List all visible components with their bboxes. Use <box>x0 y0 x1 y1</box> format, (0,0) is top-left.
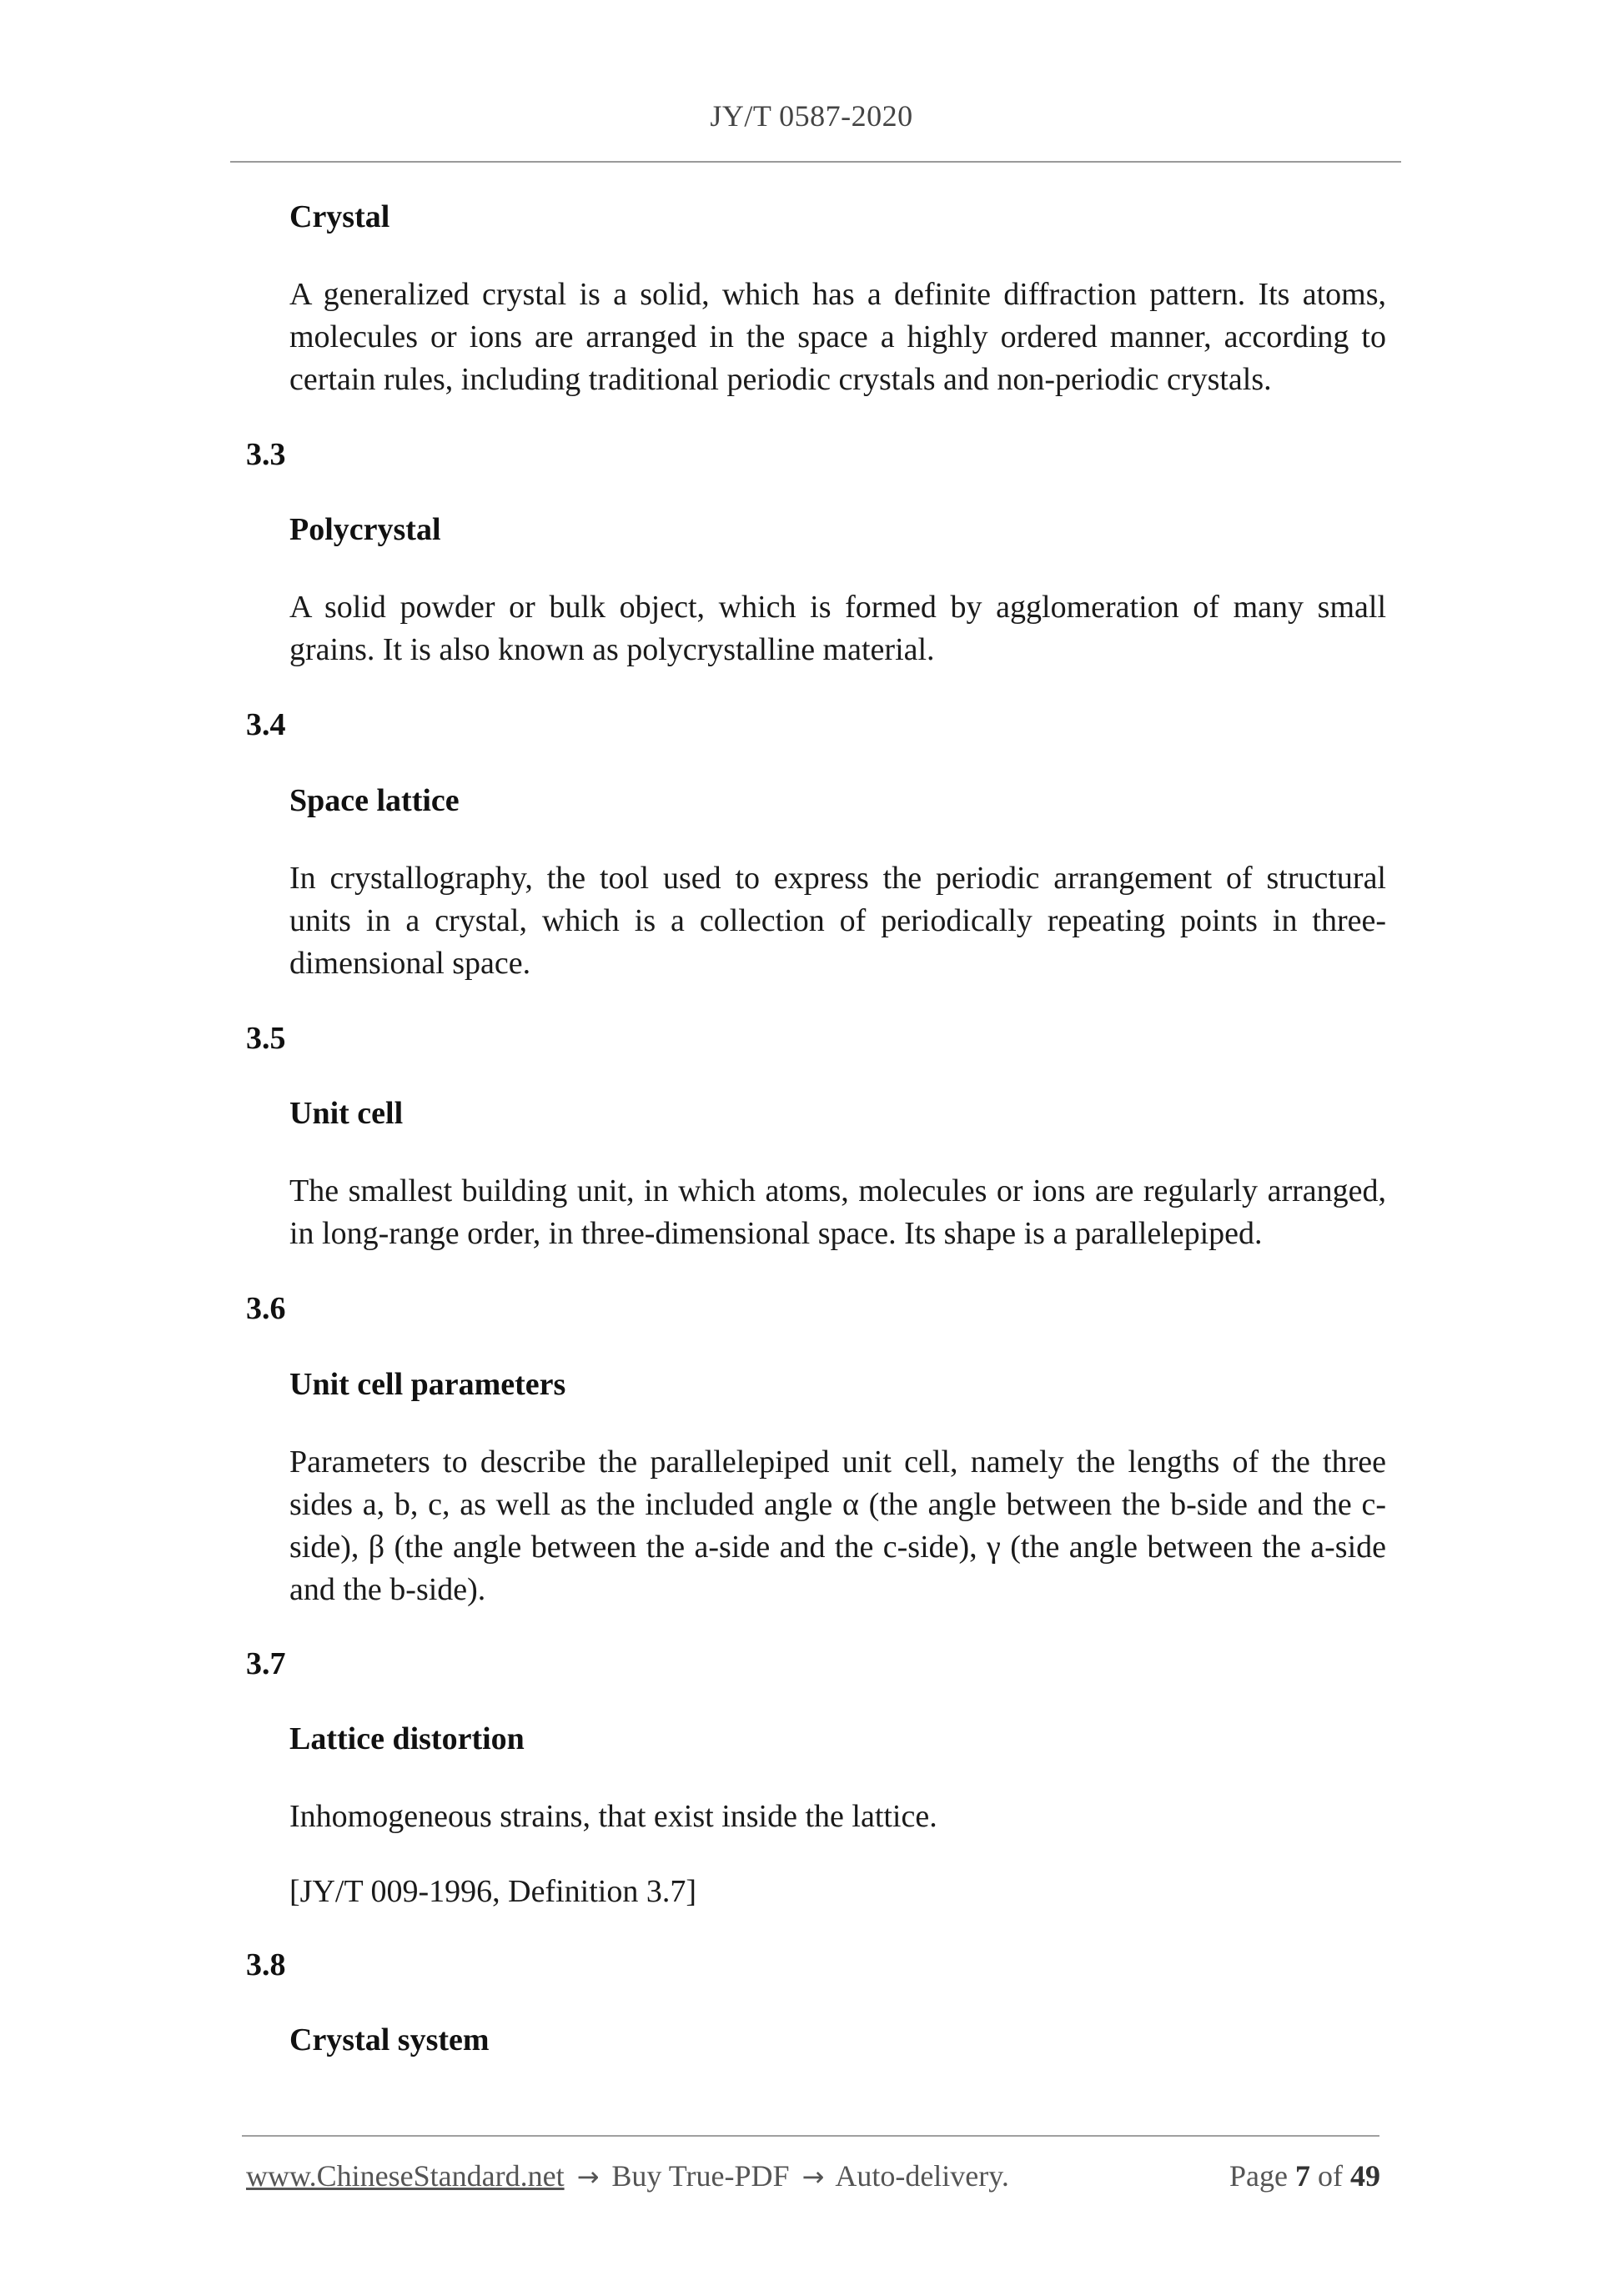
definition-paragraph: A solid powder or bulk object, which is formed by agglomeration of many small grains. It is also known as polycrystalline material. <box>289 590 1386 667</box>
clause-number: 3.3 <box>246 437 286 472</box>
term-title: Crystal <box>289 199 390 234</box>
source-reference: [JY/T 009-1996, Definition 3.7] <box>289 1874 696 1909</box>
auto-delivery-text: Auto-delivery. <box>835 2159 1009 2193</box>
term-title: Unit cell <box>289 1096 404 1131</box>
definition-paragraph: Parameters to describe the parallelepiped unit cell, namely the lengths of the three sides a, b, c, as well as the included angle α (the angle between the b-side and the c-side), β (the angle between the a-side and the c-side), γ (the angle between the a-side and the b-side). <box>289 1444 1386 1607</box>
footer-divider <box>242 2135 1379 2137</box>
page-label: Page <box>1229 2159 1288 2193</box>
definition-paragraph: Inhomogeneous strains, that exist inside the lattice. <box>289 1799 937 1834</box>
definition-paragraph: In crystallography, the tool used to express the periodic arrangement of structural units in a crystal, which is a collection of periodically repeating points in three-dimensional space. <box>289 861 1386 981</box>
arrow-right-icon: → <box>576 2161 600 2193</box>
buy-true-pdf-text: Buy True-PDF <box>611 2159 790 2193</box>
definition-paragraph: The smallest building unit, in which atoms, molecules or ions are regularly arranged, in long-range order, in three-dimensional space. Its shape is a parallelepiped. <box>289 1173 1386 1251</box>
clause-number: 3.5 <box>246 1021 286 1056</box>
current-page: 7 <box>1295 2159 1310 2193</box>
website-link[interactable]: www.ChineseStandard.net <box>246 2159 565 2193</box>
running-header: JY/T 0587-2020 <box>710 99 913 133</box>
term-title: Unit cell parameters <box>289 1367 566 1402</box>
arrow-right-icon: → <box>801 2161 825 2193</box>
clause-number: 3.8 <box>246 1947 286 1982</box>
page-number <box>1229 2158 1380 2193</box>
page-footer <box>246 2158 1380 2200</box>
footer-promo <box>246 2158 1009 2193</box>
header-divider <box>230 161 1401 163</box>
page-of-label: of <box>1318 2159 1343 2193</box>
term-title: Lattice distortion <box>289 1721 525 1756</box>
definition-paragraph: A generalized crystal is a solid, which has a definite diffraction pattern. Its atoms, molecules or ions are arranged in the space a highly ordered manner, according to certain rules, including traditional periodic crystals and non-periodic crystals. <box>289 277 1386 397</box>
clause-number: 3.6 <box>246 1291 286 1326</box>
term-title: Space lattice <box>289 783 460 818</box>
total-pages: 49 <box>1350 2159 1380 2193</box>
clause-number: 3.4 <box>246 707 286 742</box>
clause-number: 3.7 <box>246 1646 286 1681</box>
term-title: Crystal system <box>289 2022 490 2057</box>
term-title: Polycrystal <box>289 512 441 547</box>
